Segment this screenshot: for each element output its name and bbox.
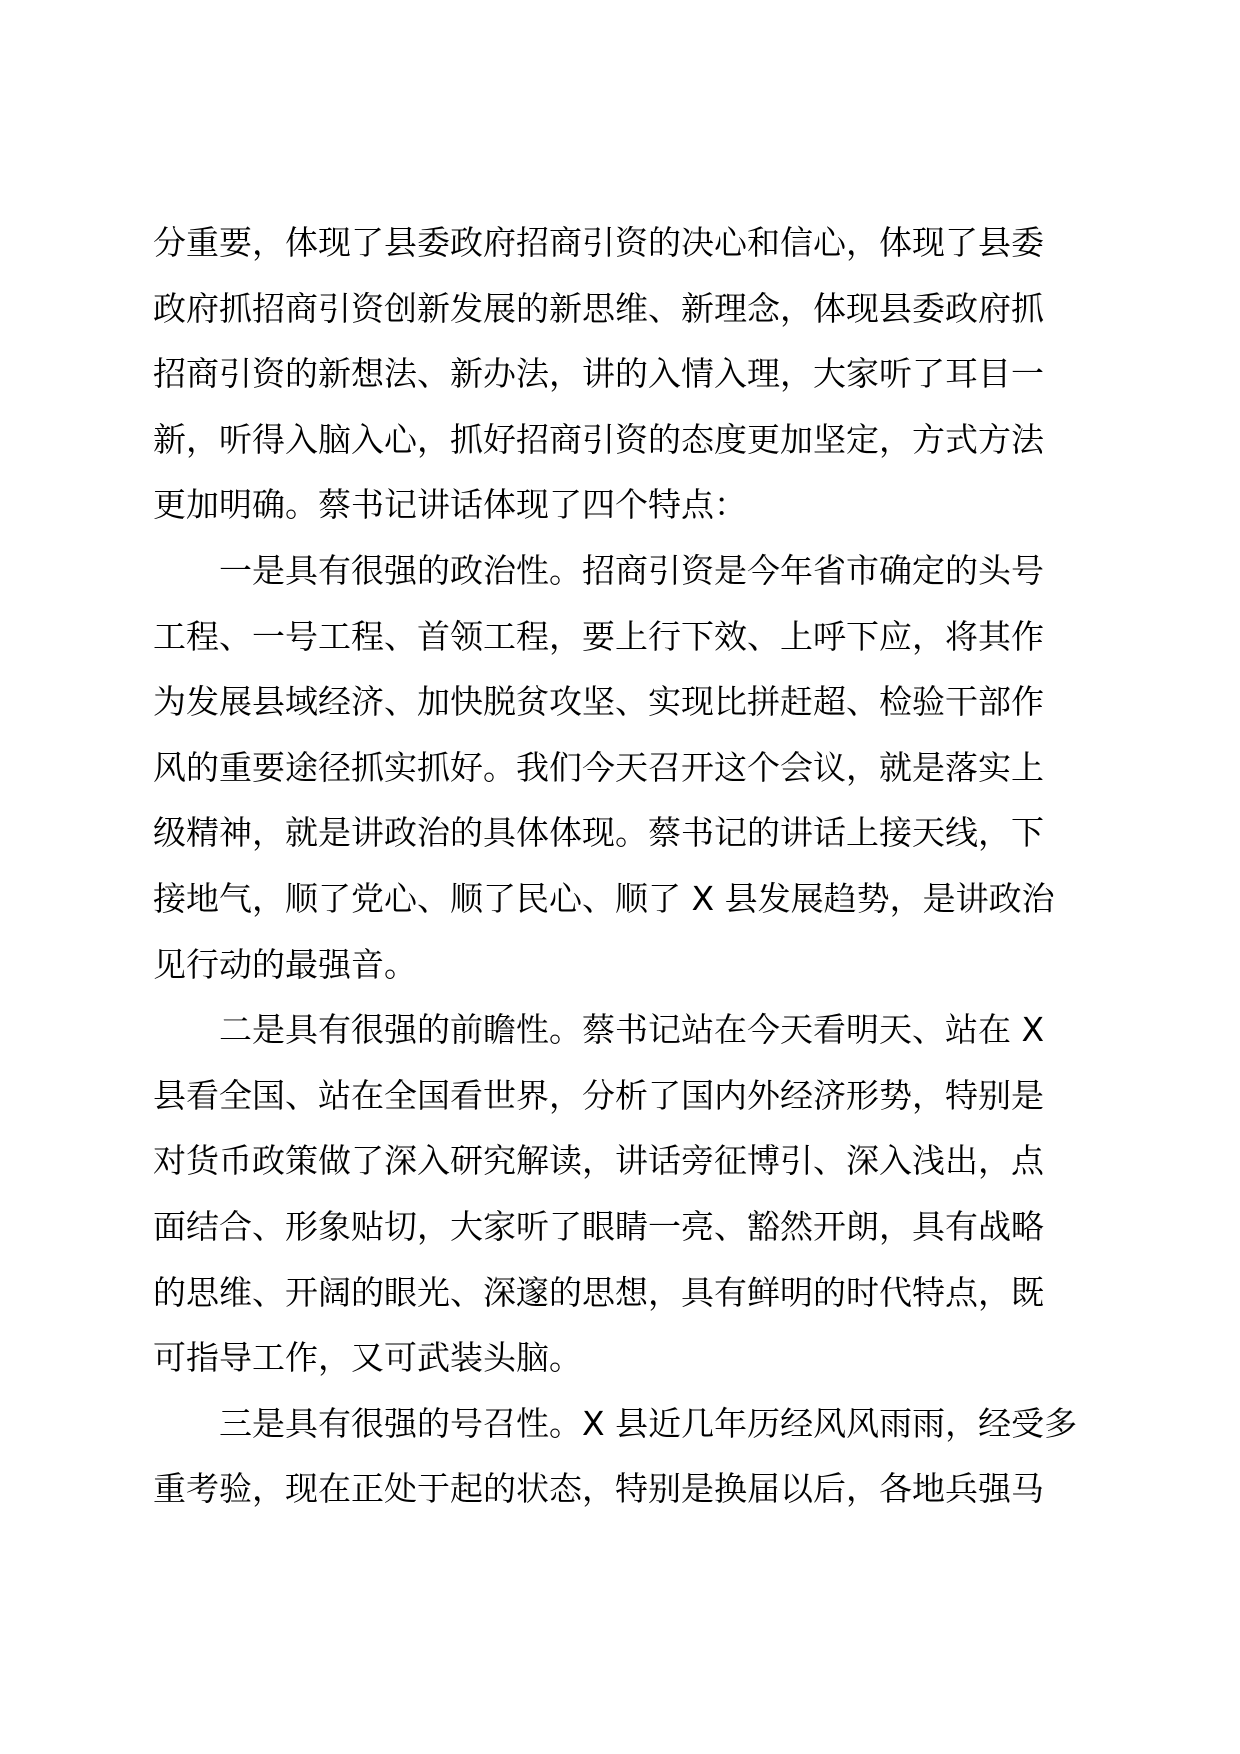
text-line: 招商引资的新想法、新办法，讲的入情入理，大家听了耳目一 (153, 354, 1044, 394)
text-line: 风的重要途径抓实抓好。我们今天召开这个会议，就是落实上 (153, 747, 1044, 787)
text-line: 接地气，顺了党心、顺了民心、顺了 X 县发展趋势，是讲政治 (153, 878, 1055, 918)
text-line: 三是具有很强的号召性。X 县近几年历经风风雨雨，经受多 (219, 1403, 1078, 1443)
text-line: 对货币政策做了深入研究解读，讲话旁征博引、深入浅出，点 (153, 1141, 1044, 1181)
text-line: 重考验，现在正处于起的状态，特别是换届以后，各地兵强马 (153, 1469, 1044, 1509)
text-line: 更加明确。蔡书记讲话体现了四个特点： (153, 485, 747, 525)
text-line: 级精神，就是讲政治的具体体现。蔡书记的讲话上接天线，下 (153, 813, 1044, 853)
text-line: 面结合、形象贴切，大家听了眼睛一亮、豁然开朗，具有战略 (153, 1206, 1044, 1246)
text-line: 工程、一号工程、首领工程，要上行下效、上呼下应，将其作 (153, 616, 1044, 656)
text-line: 的思维、开阔的眼光、深邃的思想，具有鲜明的时代特点，既 (153, 1272, 1044, 1312)
text-line: 分重要，体现了县委政府招商引资的决心和信心，体现了县委 (153, 223, 1044, 262)
text-line: 可指导工作，又可武装头脑。 (153, 1338, 582, 1378)
paragraph-forward-looking (153, 997, 1093, 1391)
paragraph-intro-continued (153, 210, 1093, 538)
text-line: 见行动的最强音。 (153, 944, 417, 984)
text-line: 为发展县域经济、加快脱贫攻坚、实现比拼赶超、检验干部作 (153, 682, 1044, 722)
text-line: 二是具有很强的前瞻性。蔡书记站在今天看明天、站在 X (219, 1010, 1045, 1050)
text-line: 新，听得入脑入心，抓好招商引资的态度更加坚定，方式方法 (153, 419, 1044, 459)
paragraph-political (153, 538, 1093, 997)
paragraph-inspiring (153, 1391, 1093, 1522)
text-line: 政府抓招商引资创新发展的新思维、新理念，体现县委政府抓 (153, 288, 1044, 328)
text-line: 县看全国、站在全国看世界，分析了国内外经济形势，特别是 (153, 1075, 1044, 1115)
document-body (153, 210, 1093, 1522)
text-line: 一是具有很强的政治性。招商引资是今年省市确定的头号 (219, 550, 1044, 590)
